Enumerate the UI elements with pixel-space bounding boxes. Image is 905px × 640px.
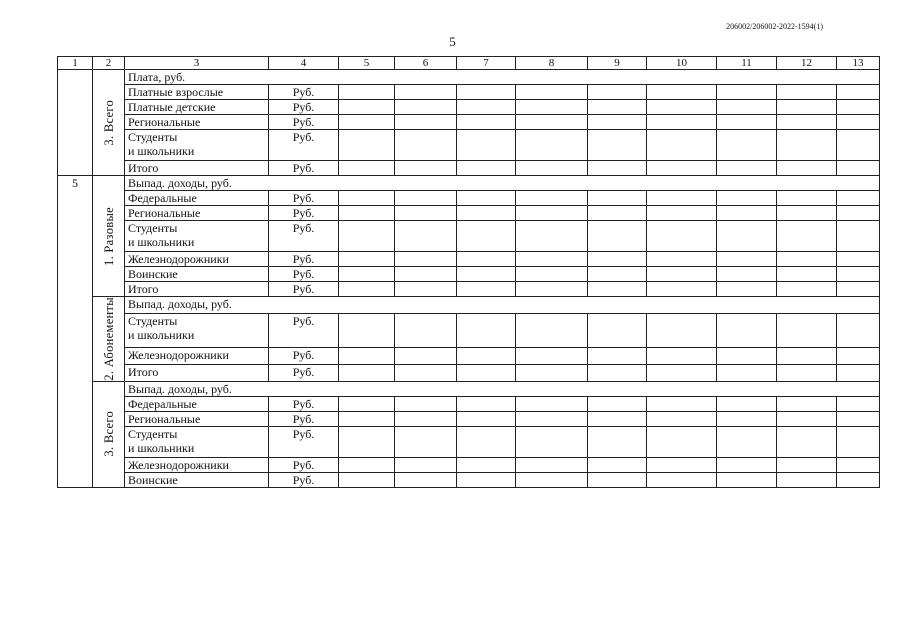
empty-cell [777,396,837,411]
table-row [58,267,880,282]
empty-cell [777,348,837,365]
empty-cell [837,411,880,426]
empty-cell [516,267,588,282]
table-row [58,252,880,267]
column-header: 5 [339,57,395,70]
empty-cell [647,267,717,282]
empty-cell [717,206,777,221]
row-name: Платные взрослые [125,85,269,100]
column-header: 9 [588,57,647,70]
empty-cell [588,411,647,426]
empty-cell [395,206,457,221]
empty-cell [588,206,647,221]
section-title: Плата, руб. [125,70,880,85]
empty-cell [777,115,837,130]
empty-cell [717,221,777,252]
empty-cell [339,221,395,252]
row-unit: Руб. [269,85,339,100]
empty-cell [647,85,717,100]
empty-cell [837,364,880,381]
empty-cell [837,130,880,161]
empty-cell [588,364,647,381]
empty-cell [837,85,880,100]
empty-cell [339,206,395,221]
row-name: Региональные [125,411,269,426]
empty-cell [717,457,777,472]
empty-cell [647,472,717,487]
empty-cell [647,206,717,221]
empty-cell [339,457,395,472]
section-title-row [58,70,880,85]
empty-cell [339,161,395,176]
empty-cell [339,267,395,282]
empty-cell [837,252,880,267]
row-name: Региональные [125,206,269,221]
empty-cell [837,426,880,457]
empty-cell [516,313,588,348]
empty-cell [647,348,717,365]
empty-cell [516,348,588,365]
empty-cell [516,426,588,457]
section-label-cell [93,176,125,297]
table-row [58,426,880,457]
empty-cell [647,457,717,472]
header-row [58,57,880,70]
empty-cell [717,472,777,487]
empty-cell [457,364,516,381]
row-unit: Руб. [269,282,339,297]
empty-cell [588,267,647,282]
empty-cell [339,313,395,348]
empty-cell [647,364,717,381]
empty-cell [647,426,717,457]
empty-cell [516,411,588,426]
empty-cell [516,85,588,100]
empty-cell [647,191,717,206]
column-header: 11 [717,57,777,70]
empty-cell [837,282,880,297]
row-name: Студенты и школьники [125,221,269,252]
column-header: 7 [457,57,516,70]
row-unit: Руб. [269,348,339,365]
empty-cell [588,130,647,161]
empty-cell [516,161,588,176]
section-title-row [58,381,880,396]
empty-cell [457,313,516,348]
group-number-cell: 5 [58,176,93,488]
empty-cell [588,252,647,267]
section-title-row [58,297,880,314]
empty-cell [339,348,395,365]
empty-cell [516,457,588,472]
empty-cell [717,191,777,206]
empty-cell [457,85,516,100]
row-name: Студенты и школьники [125,426,269,457]
row-unit: Руб. [269,191,339,206]
table-row [58,313,880,348]
data-table [57,56,880,488]
empty-cell [837,100,880,115]
empty-cell [588,100,647,115]
empty-cell [717,161,777,176]
empty-cell [339,411,395,426]
empty-cell [457,130,516,161]
row-name: Федеральные [125,396,269,411]
empty-cell [516,252,588,267]
row-name: Итого [125,364,269,381]
empty-cell [516,115,588,130]
table-row [58,130,880,161]
empty-cell [588,161,647,176]
empty-cell [647,221,717,252]
empty-cell [647,252,717,267]
empty-cell [777,130,837,161]
table-row [58,348,880,365]
empty-cell [717,115,777,130]
empty-cell [647,115,717,130]
empty-cell [837,457,880,472]
empty-cell [339,472,395,487]
empty-cell [837,221,880,252]
row-unit: Руб. [269,267,339,282]
row-unit: Руб. [269,130,339,161]
table-row [58,457,880,472]
row-unit: Руб. [269,472,339,487]
empty-cell [395,100,457,115]
table-row [58,161,880,176]
empty-cell [837,348,880,365]
column-header: 12 [777,57,837,70]
empty-cell [339,100,395,115]
empty-cell [777,161,837,176]
empty-cell [777,282,837,297]
row-unit: Руб. [269,115,339,130]
empty-cell [647,411,717,426]
empty-cell [457,457,516,472]
table-row [58,411,880,426]
table-row [58,100,880,115]
empty-cell [395,267,457,282]
empty-cell [457,191,516,206]
section-title: Выпад. доходы, руб. [125,297,880,314]
empty-cell [777,411,837,426]
section-title-row [58,176,880,191]
page-number: 5 [449,34,456,49]
row-name: Студенты и школьники [125,313,269,348]
empty-cell [717,100,777,115]
empty-cell [647,282,717,297]
empty-cell [717,282,777,297]
row-unit: Руб. [269,457,339,472]
empty-cell [395,221,457,252]
empty-cell [339,396,395,411]
section-label: 2. Абонементы [101,297,116,381]
empty-cell [837,161,880,176]
empty-cell [395,313,457,348]
empty-cell [516,364,588,381]
empty-cell [395,472,457,487]
empty-cell [516,221,588,252]
empty-cell [395,426,457,457]
row-unit: Руб. [269,206,339,221]
empty-cell [457,100,516,115]
empty-cell [457,472,516,487]
empty-cell [837,206,880,221]
table-row [58,191,880,206]
empty-cell [457,426,516,457]
row-name: Итого [125,282,269,297]
row-name: Железнодорожники [125,348,269,365]
empty-cell [717,411,777,426]
empty-cell [588,191,647,206]
row-name: Студенты и школьники [125,130,269,161]
empty-cell [588,115,647,130]
row-name: Региональные [125,115,269,130]
empty-cell [588,282,647,297]
empty-cell [777,221,837,252]
column-header: 13 [837,57,880,70]
row-unit: Руб. [269,100,339,115]
empty-cell [837,472,880,487]
empty-cell [339,282,395,297]
row-unit: Руб. [269,221,339,252]
empty-cell [647,161,717,176]
column-header: 10 [647,57,717,70]
empty-cell [395,282,457,297]
row-name: Железнодорожники [125,252,269,267]
empty-cell [457,282,516,297]
empty-cell [457,206,516,221]
table-row [58,282,880,297]
empty-cell [647,396,717,411]
empty-cell [516,100,588,115]
empty-cell [777,100,837,115]
table-row [58,115,880,130]
section-label-cell [93,70,125,176]
empty-cell [395,161,457,176]
empty-cell [516,130,588,161]
section-label-cell [93,381,125,487]
row-name: Железнодорожники [125,457,269,472]
empty-cell [395,348,457,365]
column-header: 6 [395,57,457,70]
empty-cell [516,282,588,297]
section-label: 3. Всего [101,411,116,457]
row-unit: Руб. [269,396,339,411]
empty-cell [457,161,516,176]
column-header: 3 [125,57,269,70]
row-unit: Руб. [269,426,339,457]
empty-cell [588,426,647,457]
empty-cell [588,348,647,365]
empty-cell [457,411,516,426]
column-header: 1 [58,57,93,70]
empty-cell [647,100,717,115]
empty-cell [837,115,880,130]
empty-cell [717,313,777,348]
empty-cell [588,85,647,100]
table-row [58,364,880,381]
empty-cell [777,191,837,206]
empty-cell [588,221,647,252]
empty-cell [777,472,837,487]
empty-cell [457,267,516,282]
row-name: Федеральные [125,191,269,206]
row-unit: Руб. [269,364,339,381]
empty-cell [339,426,395,457]
row-name: Воинские [125,267,269,282]
empty-cell [395,364,457,381]
empty-cell [837,267,880,282]
row-unit: Руб. [269,252,339,267]
column-header: 2 [93,57,125,70]
empty-cell [717,267,777,282]
empty-cell [339,130,395,161]
empty-cell [516,396,588,411]
empty-cell [395,85,457,100]
empty-cell [395,191,457,206]
section-title: Выпад. доходы, руб. [125,381,880,396]
empty-cell [777,313,837,348]
empty-cell [339,115,395,130]
empty-cell [717,364,777,381]
empty-cell [717,426,777,457]
empty-cell [777,426,837,457]
empty-cell [647,130,717,161]
row-unit: Руб. [269,313,339,348]
empty-cell [395,130,457,161]
empty-cell [588,457,647,472]
section-label: 3. Всего [101,99,116,146]
empty-cell [457,221,516,252]
empty-cell [588,396,647,411]
empty-cell [647,313,717,348]
empty-cell [837,191,880,206]
row-name: Воинские [125,472,269,487]
empty-cell [717,252,777,267]
empty-cell [717,130,777,161]
empty-cell [717,85,777,100]
empty-cell [777,267,837,282]
empty-cell [588,313,647,348]
empty-cell [457,396,516,411]
empty-cell [588,472,647,487]
row-unit: Руб. [269,411,339,426]
section-label-cell [93,297,125,382]
empty-cell [516,472,588,487]
column-header: 8 [516,57,588,70]
empty-cell [457,348,516,365]
row-name: Платные детские [125,100,269,115]
group-number-cell [58,70,93,176]
empty-cell [777,364,837,381]
empty-cell [395,411,457,426]
empty-cell [457,115,516,130]
empty-cell [395,457,457,472]
table-row [58,472,880,487]
empty-cell [339,252,395,267]
empty-cell [339,191,395,206]
empty-cell [777,85,837,100]
empty-cell [777,206,837,221]
section-title: Выпад. доходы, руб. [125,176,880,191]
table-row [58,206,880,221]
empty-cell [339,85,395,100]
empty-cell [516,206,588,221]
empty-cell [717,348,777,365]
empty-cell [837,313,880,348]
table-row [58,85,880,100]
empty-cell [516,191,588,206]
section-label: 1. Разовые [101,206,116,266]
empty-cell [777,252,837,267]
empty-cell [777,457,837,472]
empty-cell [457,252,516,267]
document-number: 206002/206002-2022-1594(1) [726,22,823,31]
table-row [58,221,880,252]
row-name: Итого [125,161,269,176]
empty-cell [395,115,457,130]
empty-cell [395,396,457,411]
table-row [58,396,880,411]
column-header: 4 [269,57,339,70]
empty-cell [395,252,457,267]
empty-cell [717,396,777,411]
empty-cell [837,396,880,411]
empty-cell [339,364,395,381]
row-unit: Руб. [269,161,339,176]
